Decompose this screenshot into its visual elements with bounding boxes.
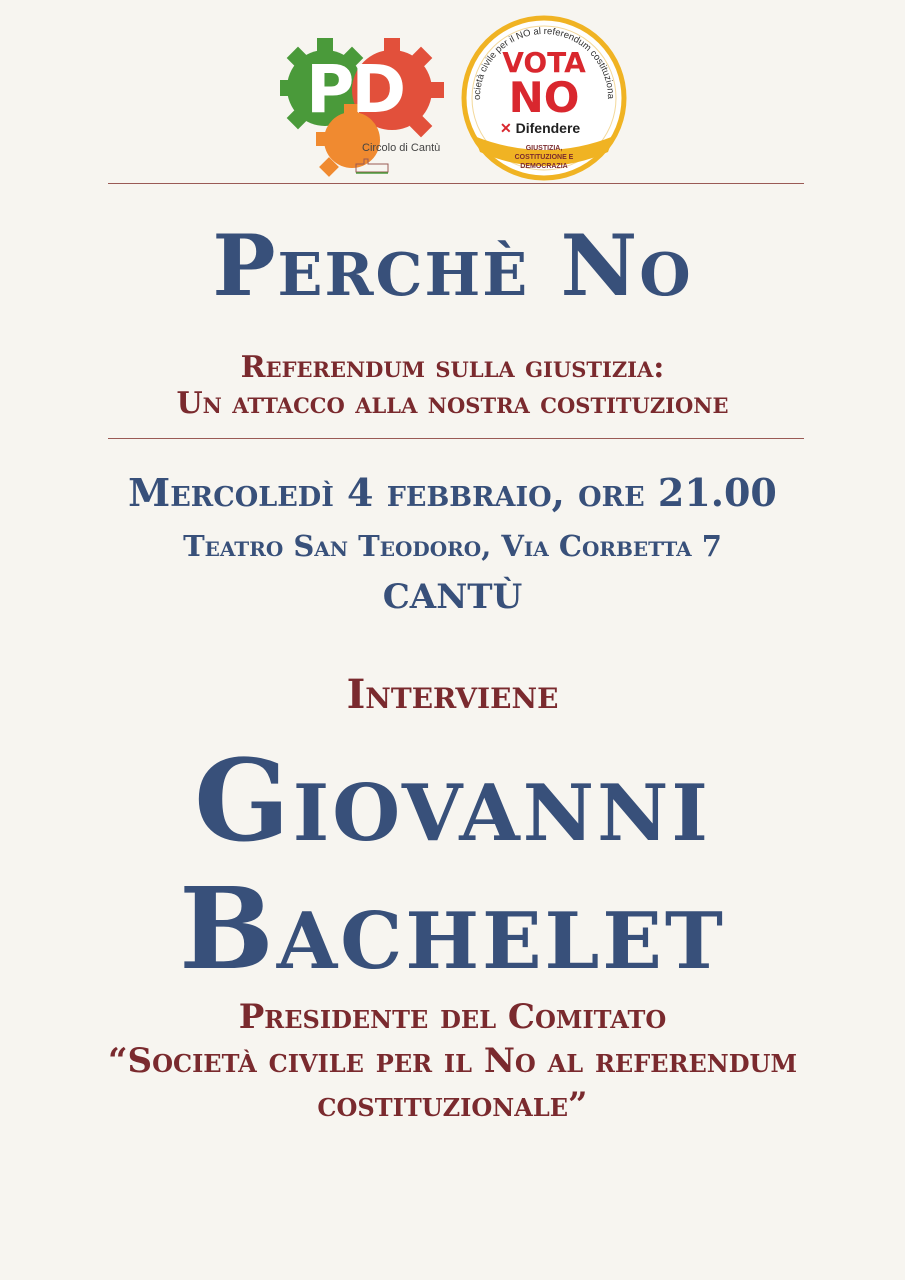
pd-logo [270,28,450,183]
subtitle-line-1: Referendum sulla giustizia: [240,350,665,385]
speaker-role-line-2: “Società civile per il No al referendum [107,1041,798,1081]
event-city: CANTÙ [382,577,523,617]
vota-no-line1: VOTA [502,46,586,79]
vota-no-band: GIUSTIZIA, COSTITUZIONE E DEMOCRAZIA [514,145,574,170]
speaker-last-name: Bachelet [179,864,726,995]
speaker-intro: Interviene [346,671,559,718]
speaker-role-line-1: Presidente del Comitato [238,997,667,1037]
speaker-first-name: Giovanni [194,736,711,867]
pd-logo-caption: Circolo di Cantù [362,142,441,154]
top-divider [108,183,804,184]
cross-icon: ✕ [500,120,512,136]
subtitle-line-2: Un attacco alla nostra costituzione [176,386,729,421]
event-venue: Teatro San Teodoro, Via Corbetta 7 [183,529,722,563]
vota-no-mark: Difendere [515,120,581,136]
event-date: Mercoledì 4 febbraio, ore 21.00 [128,470,777,515]
vota-no-ring-text: ocietà civile per il NO al referendum costituziona [471,25,617,101]
vota-no-mark-row [500,120,600,137]
page-title: Perchè No [212,216,693,315]
middle-divider [108,438,804,439]
pd-logo-text: PD [306,51,404,128]
vota-no-line2: NO [508,73,580,122]
speaker-role-line-3: costituzionale” [317,1085,588,1125]
vota-no-logo [460,14,628,182]
pd-logo-building-icon [354,156,390,174]
